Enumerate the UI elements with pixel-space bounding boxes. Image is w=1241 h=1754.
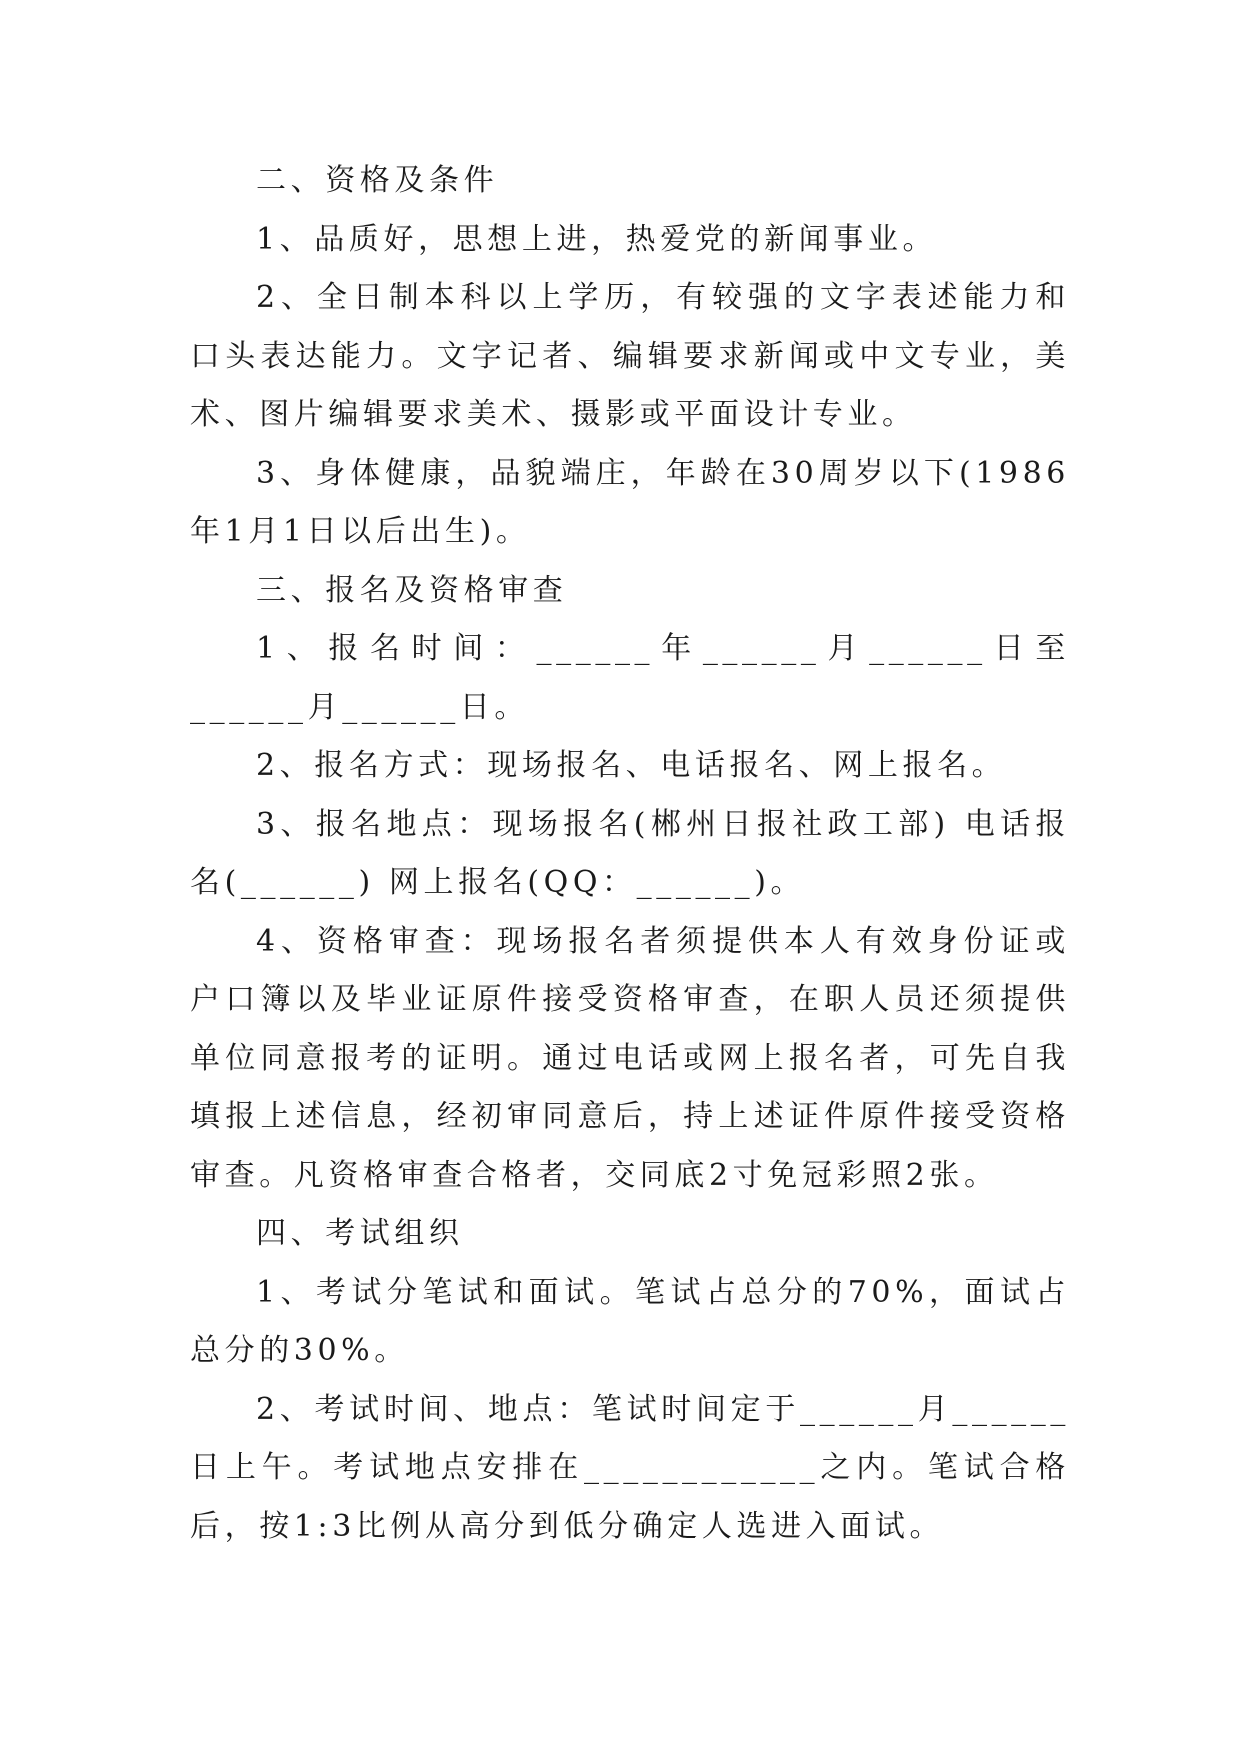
section-heading-exam: 四、考试组织 <box>256 1216 464 1251</box>
paragraph-requirement-3: 3、身体健康，品貌端庄，年龄在30周岁以下(1986年1月1日以后出生)。 <box>190 455 1070 549</box>
paragraph-requirement-2: 2、全日制本科以上学历，有较强的文字表述能力和口头表达能力。文字记者、编辑要求新闻或中文专业，美术、图片编辑要求美术、摄影或平面设计专业。 <box>190 280 1070 432</box>
section-heading-registration: 三、报名及资格审查 <box>256 572 568 608</box>
paragraph-registration-location: 3、报名地点：现场报名(郴州日报社政工部) 电话报名(______) 网上报名(QQ：______)。 <box>190 806 1070 900</box>
paragraph-registration-time: 1、报名时间：______年______月______日至______月______日。 <box>190 631 1070 725</box>
paragraph-exam-scoring: 1、考试分笔试和面试。笔试占总分的70%，面试占总分的30%。 <box>190 1274 1070 1368</box>
paragraph-registration-method: 2、报名方式：现场报名、电话报名、网上报名。 <box>256 748 1007 783</box>
paragraph-exam-time-location: 2、考试时间、地点：笔试时间定于______月______日上午。考试地点安排在____________之内。笔试合格后，按1:3比例从高分到低分确定人选进入面试。 <box>190 1391 1070 1544</box>
section-heading-qualifications: 二、资格及条件 <box>256 163 499 198</box>
document-body <box>190 152 1070 1556</box>
paragraph-requirement-1: 1、品质好，思想上进，热爱党的新闻事业。 <box>256 221 938 257</box>
paragraph-qualification-review: 4、资格审查：现场报名者须提供本人有效身份证或户口簿以及毕业证原件接受资格审查，在职人员还须提供单位同意报考的证明。通过电话或网上报名者，可先自我填报上述信息，经初审同意后，持上述证件原件接受资格审查。凡资格审查合格者，交同底2寸免冠彩照2张。 <box>190 923 1070 1193</box>
